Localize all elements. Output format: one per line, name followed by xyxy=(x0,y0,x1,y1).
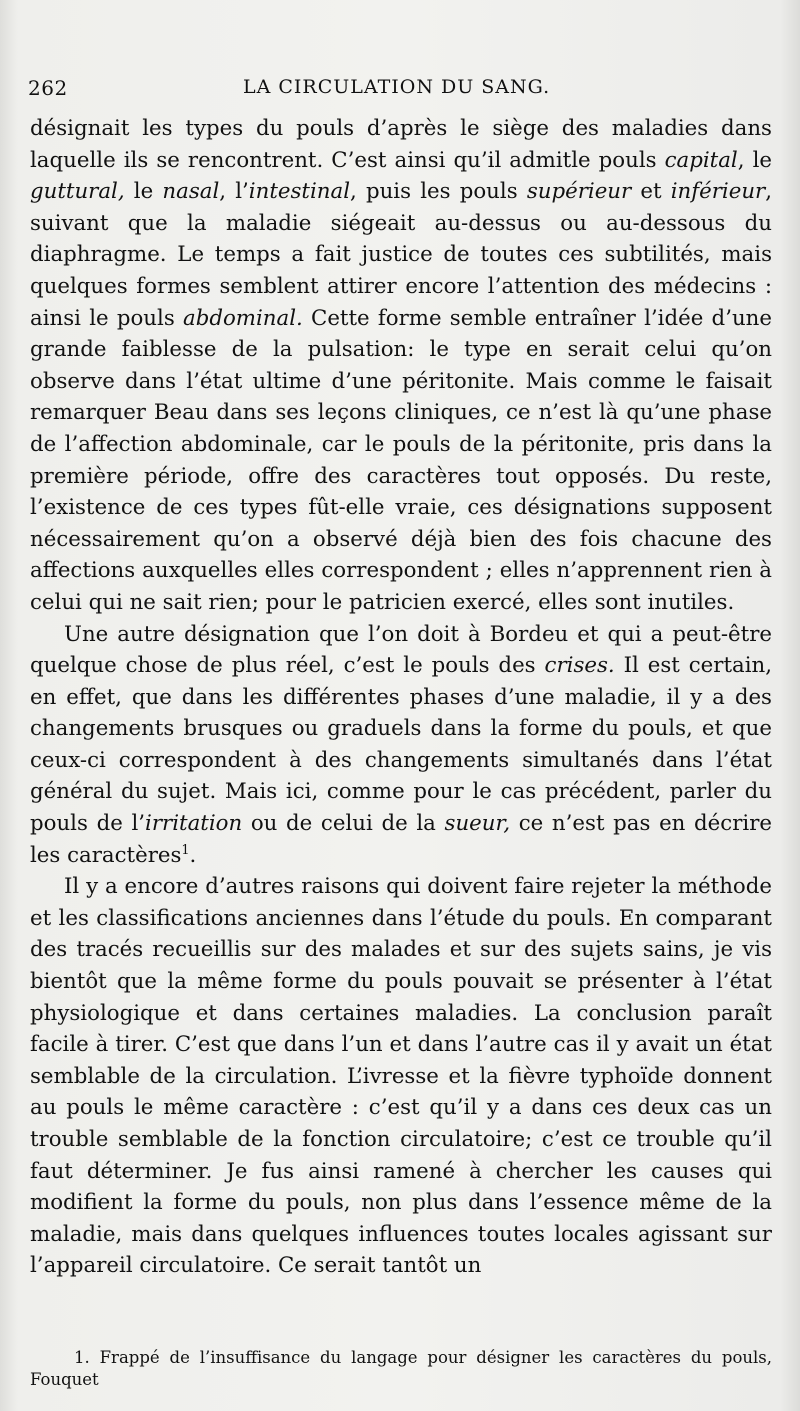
page-number: 262 xyxy=(28,76,68,100)
text-run: , suivant que la maladie siégeait au-dessus ou au-dessous du diaphragme. Le temps a fait justice de toutes ces subtilités, mais quelques formes semblent attirer encore l’attention des médecins : ainsi le pouls xyxy=(30,179,773,331)
italic-term: intestinal xyxy=(248,179,351,205)
text-run: et xyxy=(631,179,671,205)
text-run: Cette forme semble entraîner l’idée d’une grande faiblesse de la pulsation: le type en serait celui qu’on observe dans l’état ultime d’une péritonite. Mais comme le faisait remarquer Beau dans ses leçons cliniques, ce n’est là qu’une phase de l’affection abdominale, car le pouls de la péritonite, pris dans la première période, offre des caractères tout opposés. Du reste, l’existence de ces types fût-elle vraie, ces désignations supposent nécessairement qu’on a observé déjà bien des fois chacune des affections auxquelles elles correspondent ; elles n’apprennent rien à celui qui ne sait rien; pour le patricien exercé, elles sont inutiles. xyxy=(30,305,772,615)
footnote-reference[interactable]: 1 xyxy=(181,842,190,858)
body-text xyxy=(30,113,772,1282)
text-run: , puis les pouls xyxy=(350,179,527,205)
footnote-text: Frappé de l’insuffisance du langage pour désigner les caractères du pouls, Fouquet xyxy=(30,1348,772,1389)
italic-term: nasal xyxy=(162,179,220,205)
running-title: LA CIRCULATION DU SANG. xyxy=(243,76,551,98)
italic-term: guttural, xyxy=(30,179,125,205)
text-run: ce n’est pas en décrire les caractères xyxy=(30,811,772,868)
text-run: Il est certain, en effet, que dans les différentes phases d’une maladie, il y a des changements brusques ou graduels dans la forme du pouls, et que ceux-ci correspondent à des changements simultanés dans l’état général du sujet. Mais ici, comme pour le cas précédent, parler du pouls de l’ xyxy=(30,653,773,837)
paragraph-2 xyxy=(30,619,772,872)
italic-term: sueur, xyxy=(444,811,511,837)
italic-term: irritation xyxy=(145,811,243,837)
text-run: , le xyxy=(737,147,772,173)
footnote xyxy=(30,1347,772,1391)
italic-term: supérieur xyxy=(526,179,632,205)
text-run: Une autre désignation que l’on doit à Bordeu et qui a peut-être quelque chose de plus réel, c’est le pouls des xyxy=(30,621,772,679)
text-run: . xyxy=(189,842,197,868)
text-run: , l’ xyxy=(219,179,249,205)
footnote-number: 1. xyxy=(74,1348,90,1367)
text-run: le xyxy=(124,179,163,205)
page-header xyxy=(28,76,768,110)
paragraph-1 xyxy=(30,113,772,619)
text-run: désignait les types du pouls d’après le siège des maladies dans laquelle ils se rencontrent. C’est ainsi qu’il admitle pouls xyxy=(30,116,772,173)
italic-term: capital xyxy=(664,147,738,173)
text-run: ou de celui de la xyxy=(242,811,445,837)
italic-term: crises. xyxy=(544,653,615,679)
paragraph-3: Il y a encore d’autres raisons qui doivent faire rejeter la méthode et les classifications anciennes dans l’étude du pouls. En comparant des tracés recueillis sur des malades et sur des sujets sains, je vis bientôt que la même forme du pouls pouvait se présenter à l’état physiologique et dans certaines maladies. La conclusion paraît facile à tirer. C’est que dans l’un et dans l’autre cas il y avait un état semblable de la circulation. L’ivresse et la fièvre typhoïde donnent au pouls le même caractère : c’est qu’il y a dans ces deux cas un trouble semblable de la fonction circulatoire; c’est ce trouble qu’il faut déterminer. Je fus ainsi ramené à chercher les causes qui modifient la forme du pouls, non plus dans l’essence même de la maladie, mais dans quelques influences toutes locales agissant sur l’appareil circulatoire. Ce serait tantôt un xyxy=(30,874,772,1279)
italic-term: inférieur xyxy=(670,179,766,205)
italic-term: abdominal. xyxy=(183,305,303,331)
